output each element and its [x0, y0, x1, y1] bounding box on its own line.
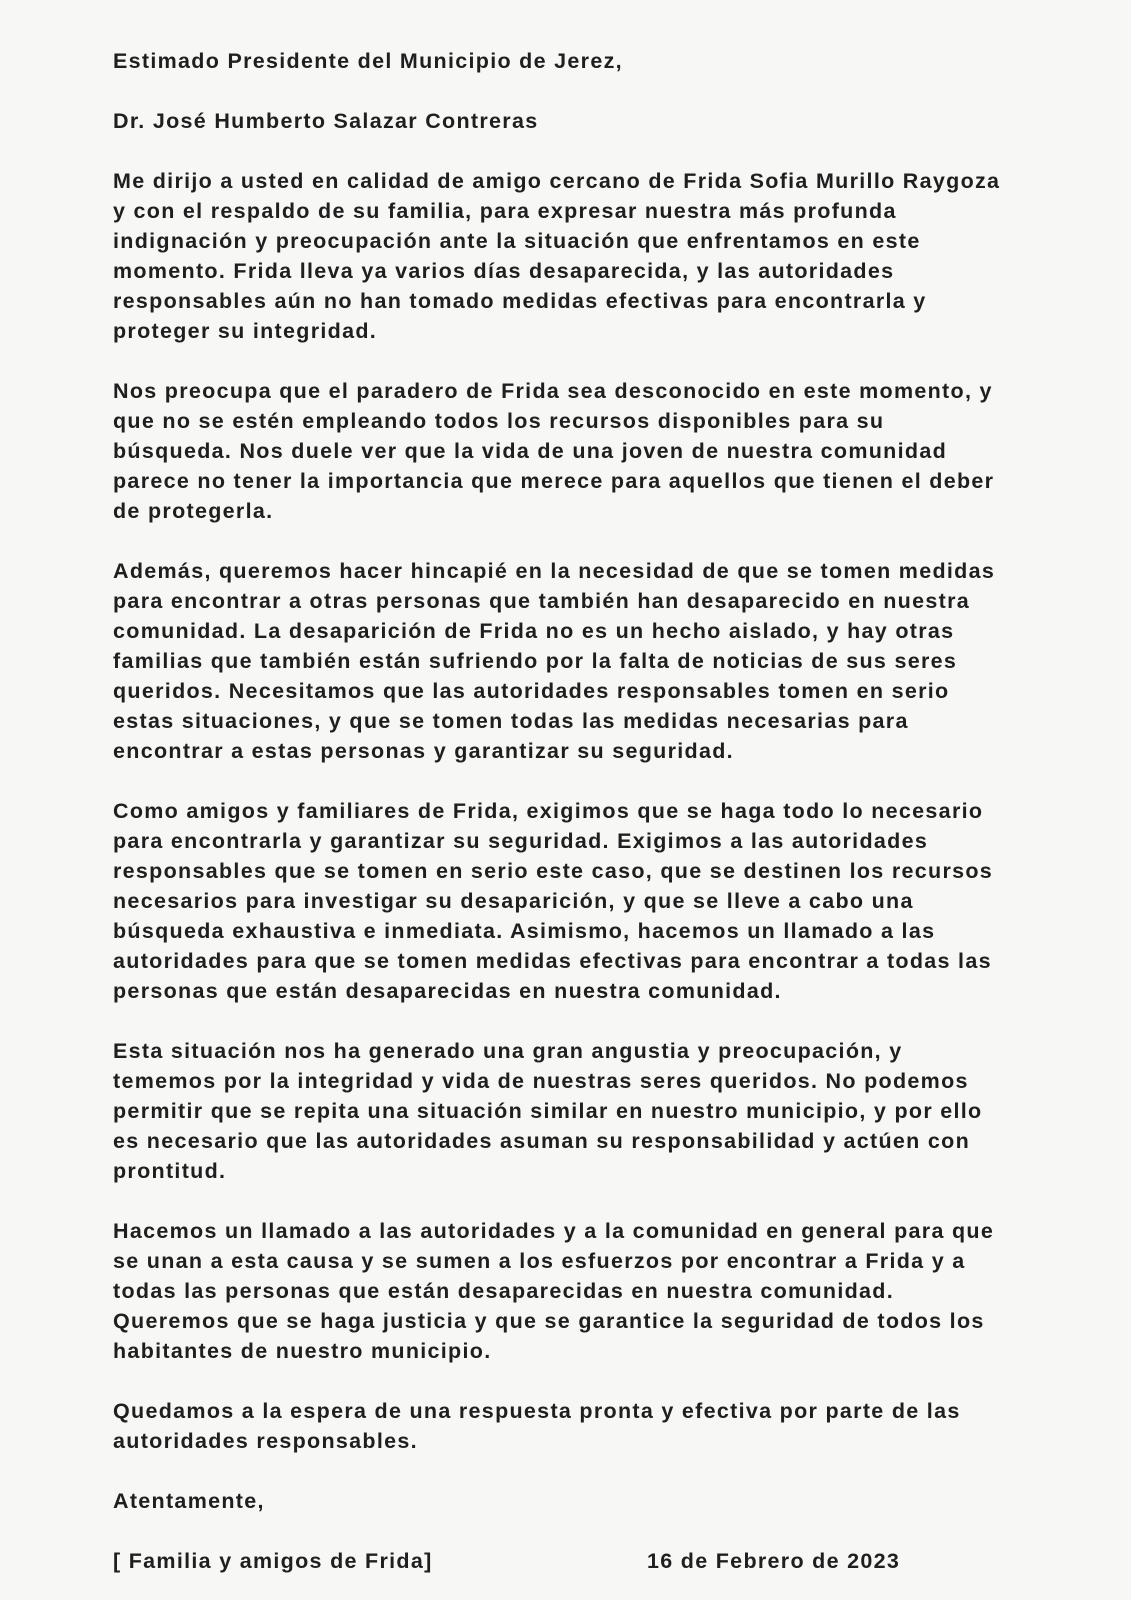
letter-paragraph: [113, 1396, 1073, 1456]
paragraph-line: autoridades para que se tomen medidas efectivas para encontrar a todas las: [113, 949, 992, 973]
paragraph-line: personas que están desaparecidas en nuestra comunidad.: [113, 979, 782, 1003]
paragraph-line: permitir que se repita una situación similar en nuestro municipio, y por ello: [113, 1099, 983, 1123]
letter-paragraph: [113, 1216, 1073, 1366]
paragraph-line: Además, queremos hacer hincapié en la necesidad de que se tomen medidas: [113, 559, 996, 583]
paragraph-line: Nos preocupa que el paradero de Frida sea desconocido en este momento, y: [113, 379, 993, 403]
paragraph-line: para encontrar a otras personas que también han desaparecido en nuestra: [113, 589, 970, 613]
paragraph-line: responsables aún no han tomado medidas efectivas para encontrarla y: [113, 289, 927, 313]
paragraph-line: proteger su integridad.: [113, 319, 378, 343]
paragraph-line: Queremos que se haga justicia y que se garantice la seguridad de todos los: [113, 1309, 985, 1333]
paragraph-line: comunidad. La desaparición de Frida no es un hecho aislado, y hay otras: [113, 619, 955, 643]
paragraph-line: Hacemos un llamado a las autoridades y a la comunidad en general para que: [113, 1219, 995, 1243]
paragraph-line: Quedamos a la espera de una respuesta pronta y efectiva por parte de las: [113, 1399, 961, 1423]
paragraph-line: tememos por la integridad y vida de nuestras seres queridos. No podemos: [113, 1069, 969, 1093]
paragraph-line: prontitud.: [113, 1159, 227, 1183]
paragraph-line: Esta situación nos ha generado una gran angustia y preocupación, y: [113, 1039, 903, 1063]
paragraph-line: momento. Frida lleva ya varios días desaparecida, y las autoridades: [113, 259, 895, 283]
paragraph-line: Me dirijo a usted en calidad de amigo cercano de Frida Sofia Murillo Raygoza: [113, 169, 1001, 193]
paragraph-line: y con el respaldo de su familia, para expresar nuestra más profunda: [113, 199, 897, 223]
paragraph-line: todas las personas que están desaparecidas en nuestra comunidad.: [113, 1279, 894, 1303]
letter-closing: Atentamente,: [113, 1489, 265, 1513]
paragraph-line: parece no tener la importancia que merece para aquellos que tienen el deber: [113, 469, 995, 493]
letter-recipient: Dr. José Humberto Salazar Contreras: [113, 109, 539, 133]
paragraph-line: habitantes de nuestro municipio.: [113, 1339, 492, 1363]
letter-paragraph: [113, 376, 1073, 526]
paragraph-line: Como amigos y familiares de Frida, exigimos que se haga todo lo necesario: [113, 799, 984, 823]
paragraph-line: encontrar a estas personas y garantizar su seguridad.: [113, 739, 734, 763]
letter-body: [113, 166, 1073, 1456]
letter-paragraph: [113, 556, 1073, 766]
paragraph-line: queridos. Necesitamos que las autoridades responsables tomen en serio: [113, 679, 950, 703]
paragraph-line: responsables que se tomen en serio este caso, que se destinen los recursos: [113, 859, 994, 883]
paragraph-line: indignación y preocupación ante la situación que enfrentamos en este: [113, 229, 921, 253]
letter-signature: [ Familia y amigos de Frida]: [113, 1549, 433, 1573]
paragraph-line: estas situaciones, y que se tomen todas las medidas necesarias para: [113, 709, 909, 733]
paragraph-line: es necesario que las autoridades asuman su responsabilidad y actúen con: [113, 1129, 971, 1153]
letter: [113, 46, 1073, 1576]
letter-paragraph: [113, 796, 1073, 1006]
paragraph-line: para encontrarla y garantizar su seguridad. Exigimos a las autoridades: [113, 829, 929, 853]
letter-greeting: Estimado Presidente del Municipio de Jerez,: [113, 49, 623, 73]
paragraph-line: autoridades responsables.: [113, 1429, 418, 1453]
paragraph-line: búsqueda. Nos duele ver que la vida de una joven de nuestra comunidad: [113, 439, 948, 463]
signature-row: [113, 1546, 1073, 1576]
paragraph-line: familias que también están sufriendo por la falta de noticias de sus seres: [113, 649, 958, 673]
paragraph-line: se unan a esta causa y se sumen a los esfuerzos por encontrar a Frida y a: [113, 1249, 966, 1273]
letter-date: 16 de Febrero de 2023: [647, 1549, 901, 1573]
paragraph-line: de protegerla.: [113, 499, 274, 523]
paragraph-line: búsqueda exhaustiva e inmediata. Asimismo, hacemos un llamado a las: [113, 919, 936, 943]
paragraph-line: necesarios para investigar su desaparición, y que se lleve a cabo una: [113, 889, 914, 913]
letter-paragraph: [113, 166, 1073, 346]
letter-paragraph: [113, 1036, 1073, 1186]
paragraph-line: que no se estén empleando todos los recursos disponibles para su: [113, 409, 885, 433]
